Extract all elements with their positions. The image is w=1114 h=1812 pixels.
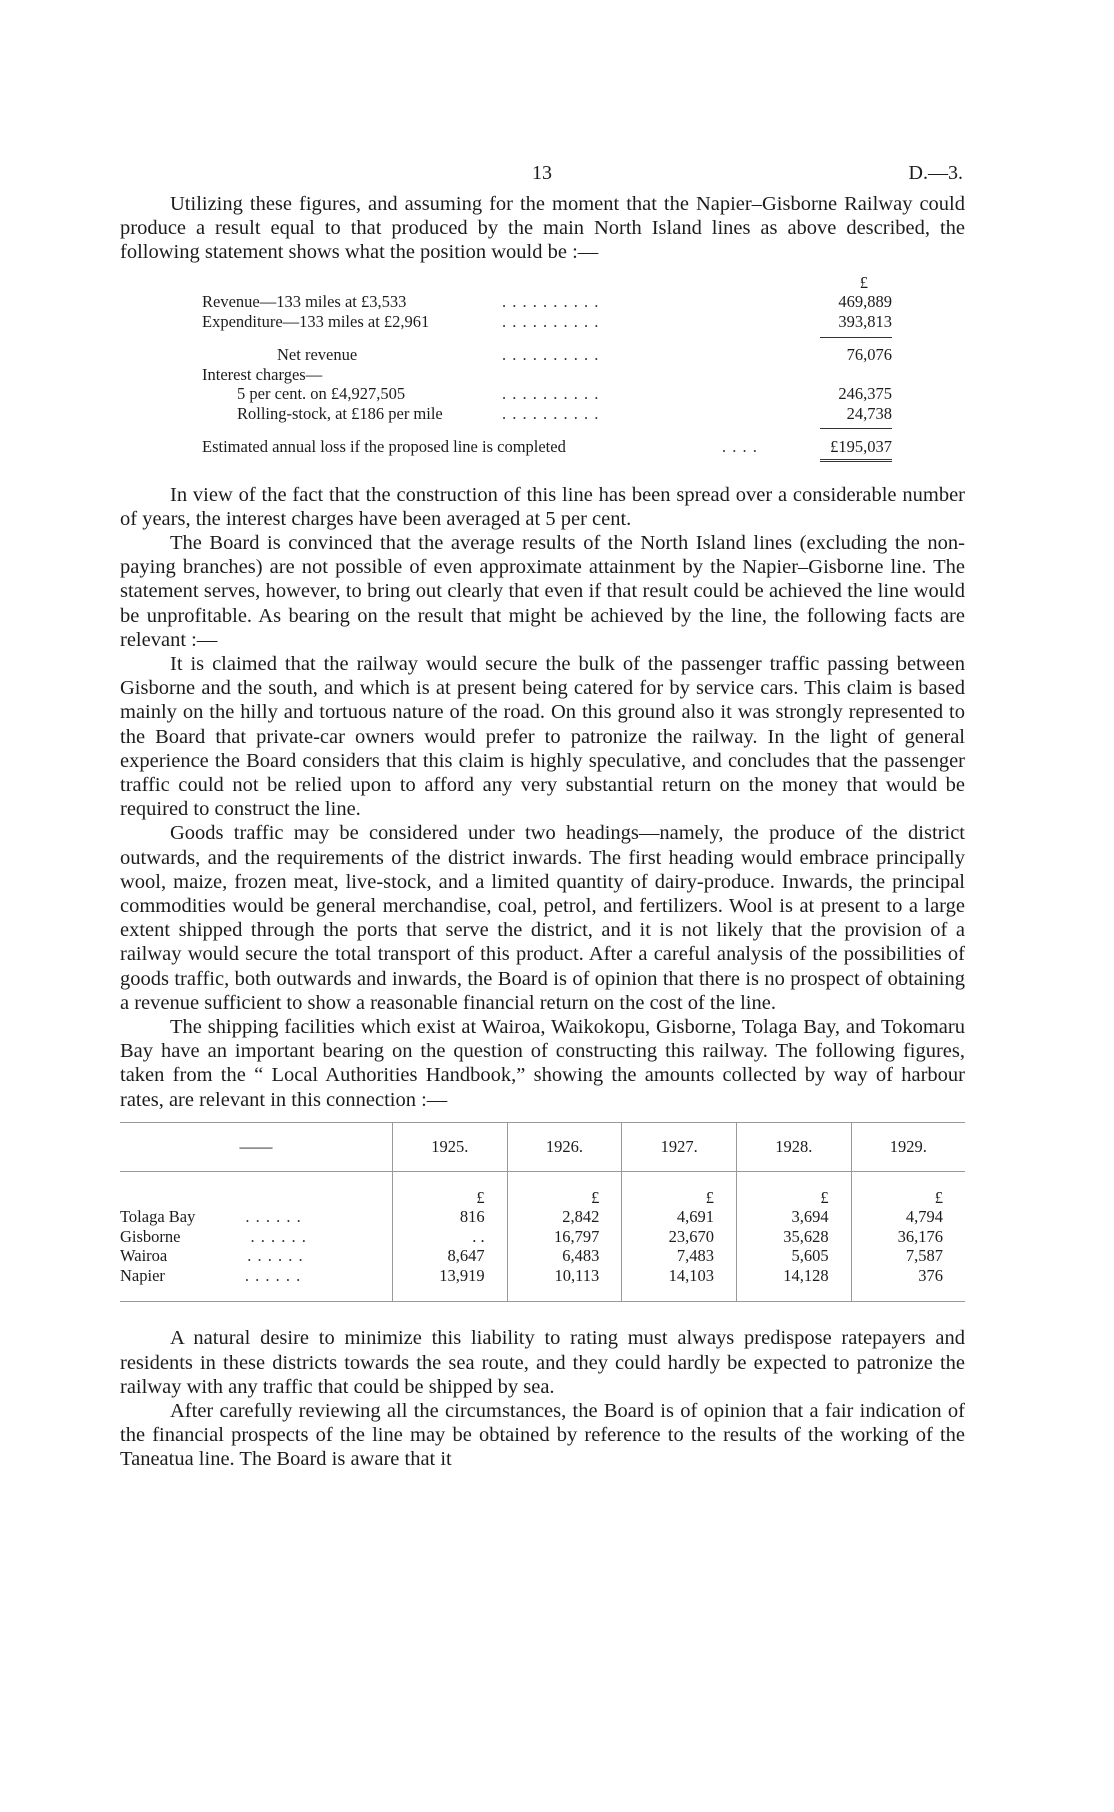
table-row xyxy=(120,1227,965,1247)
unit-cell: £ xyxy=(507,1171,622,1207)
value-cell: 14,128 xyxy=(736,1266,851,1302)
value-cell: 8,647 xyxy=(393,1246,508,1266)
value-cell: 816 xyxy=(393,1207,508,1227)
rolling-stock-row xyxy=(202,404,892,424)
year-header: 1926. xyxy=(507,1122,622,1171)
net-revenue-value: 76,076 xyxy=(846,345,892,365)
expenditure-label: Expenditure—133 miles at £2,961 xyxy=(202,311,430,331)
statement-spacer xyxy=(202,457,892,471)
table-unit-row xyxy=(120,1171,965,1207)
dot-leader: . . . . . . . . . . xyxy=(502,403,600,423)
expenditure-value: 393,813 xyxy=(838,311,892,331)
dot-leader: . . . . . . . . . . xyxy=(502,311,600,331)
table-row xyxy=(120,1266,965,1302)
value-cell: 36,176 xyxy=(851,1227,965,1247)
place-cell xyxy=(120,1266,393,1302)
page-header xyxy=(120,162,965,192)
year-header: 1929. xyxy=(851,1122,965,1171)
value-cell: 6,483 xyxy=(507,1246,622,1266)
table-corner-header: —— xyxy=(120,1122,393,1171)
dot-leader: . . . . . . xyxy=(244,1265,302,1285)
harbour-rates-table xyxy=(120,1122,965,1303)
unit-cell: £ xyxy=(393,1171,508,1207)
estimated-loss-value: £195,037 xyxy=(830,437,892,457)
year-header: 1925. xyxy=(393,1122,508,1171)
value-cell: 35,628 xyxy=(736,1227,851,1247)
statement-spacer xyxy=(202,331,892,345)
table-header-row xyxy=(120,1122,965,1171)
dot-leader: . . . . . . xyxy=(245,1207,302,1227)
financial-statement xyxy=(202,273,892,471)
dot-leader: . . . . . . . . . . xyxy=(502,345,600,365)
dot-leader: . . . . . . . . . . xyxy=(502,384,600,404)
revenue-row xyxy=(202,292,892,312)
dot-leader: . . . . xyxy=(722,437,758,457)
value-cell: 7,483 xyxy=(622,1246,737,1266)
revenue-label: Revenue—133 miles at £3,533 xyxy=(202,292,407,312)
value-cell: 376 xyxy=(851,1266,965,1302)
interest-rate-label: 5 per cent. on £4,927,505 xyxy=(237,384,406,404)
interest-rate-row xyxy=(202,384,892,404)
dot-leader: . . . . . . xyxy=(247,1246,304,1266)
place-name: Tolaga Bay xyxy=(120,1207,196,1227)
year-header: 1928. xyxy=(736,1122,851,1171)
value-cell: . . xyxy=(393,1227,508,1247)
paragraph-shipping-facilities: The shipping facilities which exist at Wairoa, Waikokopu, Gisborne, Tolaga Bay, and Tokomaru Bay have an important bearing on the question of constructing this railway. The following figures, taken from the “ Local Authorities Handbook,” showing the amounts collected by way of harbour rates, are relevant in this connection :— xyxy=(120,1016,965,1111)
place-name: Wairoa xyxy=(120,1246,168,1266)
document-reference: D.—3. xyxy=(908,162,963,184)
revenue-value: 469,889 xyxy=(838,292,892,312)
paragraph-goods-traffic: Goods traffic may be considered under two headings—namely, the produce of the district outwards, and the requirements of the district inwards. The first heading would embrace principally wool, maize, frozen meat, live-stock, and a limited quantity of dairy-produce. Inwards, the principal commodities would be general merchandise, coal, petrol, and fertilizers. Wool is at present to a large extent shipped through the ports that serve the district, and it is not likely that the provision of a railway would secure the total transport of this product. After a careful analysis of the possibilities of goods traffic, both outwards and inwards, the Board is of opinion that there is no prospect of obtaining a revenue sufficient to show a reasonable financial return on the cost of the line. xyxy=(120,822,965,1014)
place-name: Napier xyxy=(120,1265,165,1285)
dot-leader: . . . . . . . . . . xyxy=(502,292,600,312)
value-cell: 5,605 xyxy=(736,1246,851,1266)
paragraph-passenger-traffic: It is claimed that the railway would secure the bulk of the passenger traffic passing between Gisborne and the south, and which is at present being catered for by service cars. This claim is based mainly on the hilly and tortuous nature of the road. On this ground also it was strongly represented to the Board that private-car owners would prefer to patronize the railway. In the light of general experience the Board considers that this claim is highly speculative, and concludes that the passenger traffic could not be relied upon to afford any very substantial return on the money that would be required to construct the line. xyxy=(120,653,965,821)
value-cell: 4,691 xyxy=(622,1207,737,1227)
estimated-loss-label: Estimated annual loss if the proposed line is completed xyxy=(202,437,566,457)
unit-cell: £ xyxy=(622,1171,737,1207)
unit-cell: £ xyxy=(736,1171,851,1207)
intro-paragraph: Utilizing these figures, and assuming for the moment that the Napier–Gisborne Railway could produce a result equal to that produced by the main North Island lines as above described, the following statement shows what the position would be :— xyxy=(120,193,965,264)
value-cell: 2,842 xyxy=(507,1207,622,1227)
paragraph-rating-liability: A natural desire to minimize this liability to rating must always predispose ratepayers and residents in these districts towards the sea route, and they could hardly be expected to patronize the railway with any traffic that could be shipped by sea. xyxy=(120,1327,965,1398)
paragraph-taneatua-line: After carefully reviewing all the circumstances, the Board is of opinion that a fair indication of the financial prospects of the line may be obtained by reference to the results of the working of the Taneatua line. The Board is aware that it xyxy=(120,1400,965,1471)
place-cell xyxy=(120,1207,393,1227)
interest-heading: Interest charges— xyxy=(202,364,323,384)
statement-spacer xyxy=(202,423,892,437)
value-cell: 10,113 xyxy=(507,1266,622,1302)
interest-heading-row xyxy=(202,365,892,385)
value-cell: 13,919 xyxy=(393,1266,508,1302)
interest-rate-value: 246,375 xyxy=(838,384,892,404)
value-cell: 16,797 xyxy=(507,1227,622,1247)
value-cell: 7,587 xyxy=(851,1246,965,1266)
place-cell xyxy=(120,1246,393,1266)
paragraph-interest-averaged: In view of the fact that the construction of this line has been spread over a considerable number of years, the interest charges have been averaged at 5 per cent. xyxy=(120,483,965,530)
subtotal-rule xyxy=(820,337,892,338)
table-row xyxy=(120,1246,965,1266)
value-cell: 3,694 xyxy=(736,1207,851,1227)
value-cell: 23,670 xyxy=(622,1227,737,1247)
net-revenue-row xyxy=(202,345,892,365)
paragraph-board-convinced: The Board is convinced that the average results of the North Island lines (excluding the non-paying branches) are not possible of even approximate attainment by the Napier–Gisborne line. The statement serves, however, to bring out clearly that even if that result could be achieved the line would be unprofitable. As bearing on the result that might be achieved by the line, the following facts are relevant :— xyxy=(120,532,965,651)
year-header: 1927. xyxy=(622,1122,737,1171)
unit-cell: £ xyxy=(851,1171,965,1207)
subtotal-rule xyxy=(820,428,892,429)
place-name: Gisborne xyxy=(120,1226,181,1246)
place-cell xyxy=(120,1227,393,1247)
table-row xyxy=(120,1207,965,1227)
rolling-stock-value: 24,738 xyxy=(846,403,892,423)
value-cell: 14,103 xyxy=(622,1266,737,1302)
currency-symbol: £ xyxy=(859,272,868,292)
expenditure-row xyxy=(202,312,892,332)
net-revenue-label: Net revenue xyxy=(277,345,358,365)
value-cell: 4,794 xyxy=(851,1207,965,1227)
page-number: 13 xyxy=(532,162,552,184)
statement-currency-row xyxy=(202,273,892,293)
rolling-stock-label: Rolling-stock, at £186 per mile xyxy=(237,403,443,423)
empty-cell xyxy=(120,1171,393,1207)
document-page xyxy=(120,162,965,1472)
total-double-rule xyxy=(820,459,892,462)
dot-leader: . . . . . . xyxy=(250,1226,307,1246)
estimated-loss-row xyxy=(202,437,892,457)
